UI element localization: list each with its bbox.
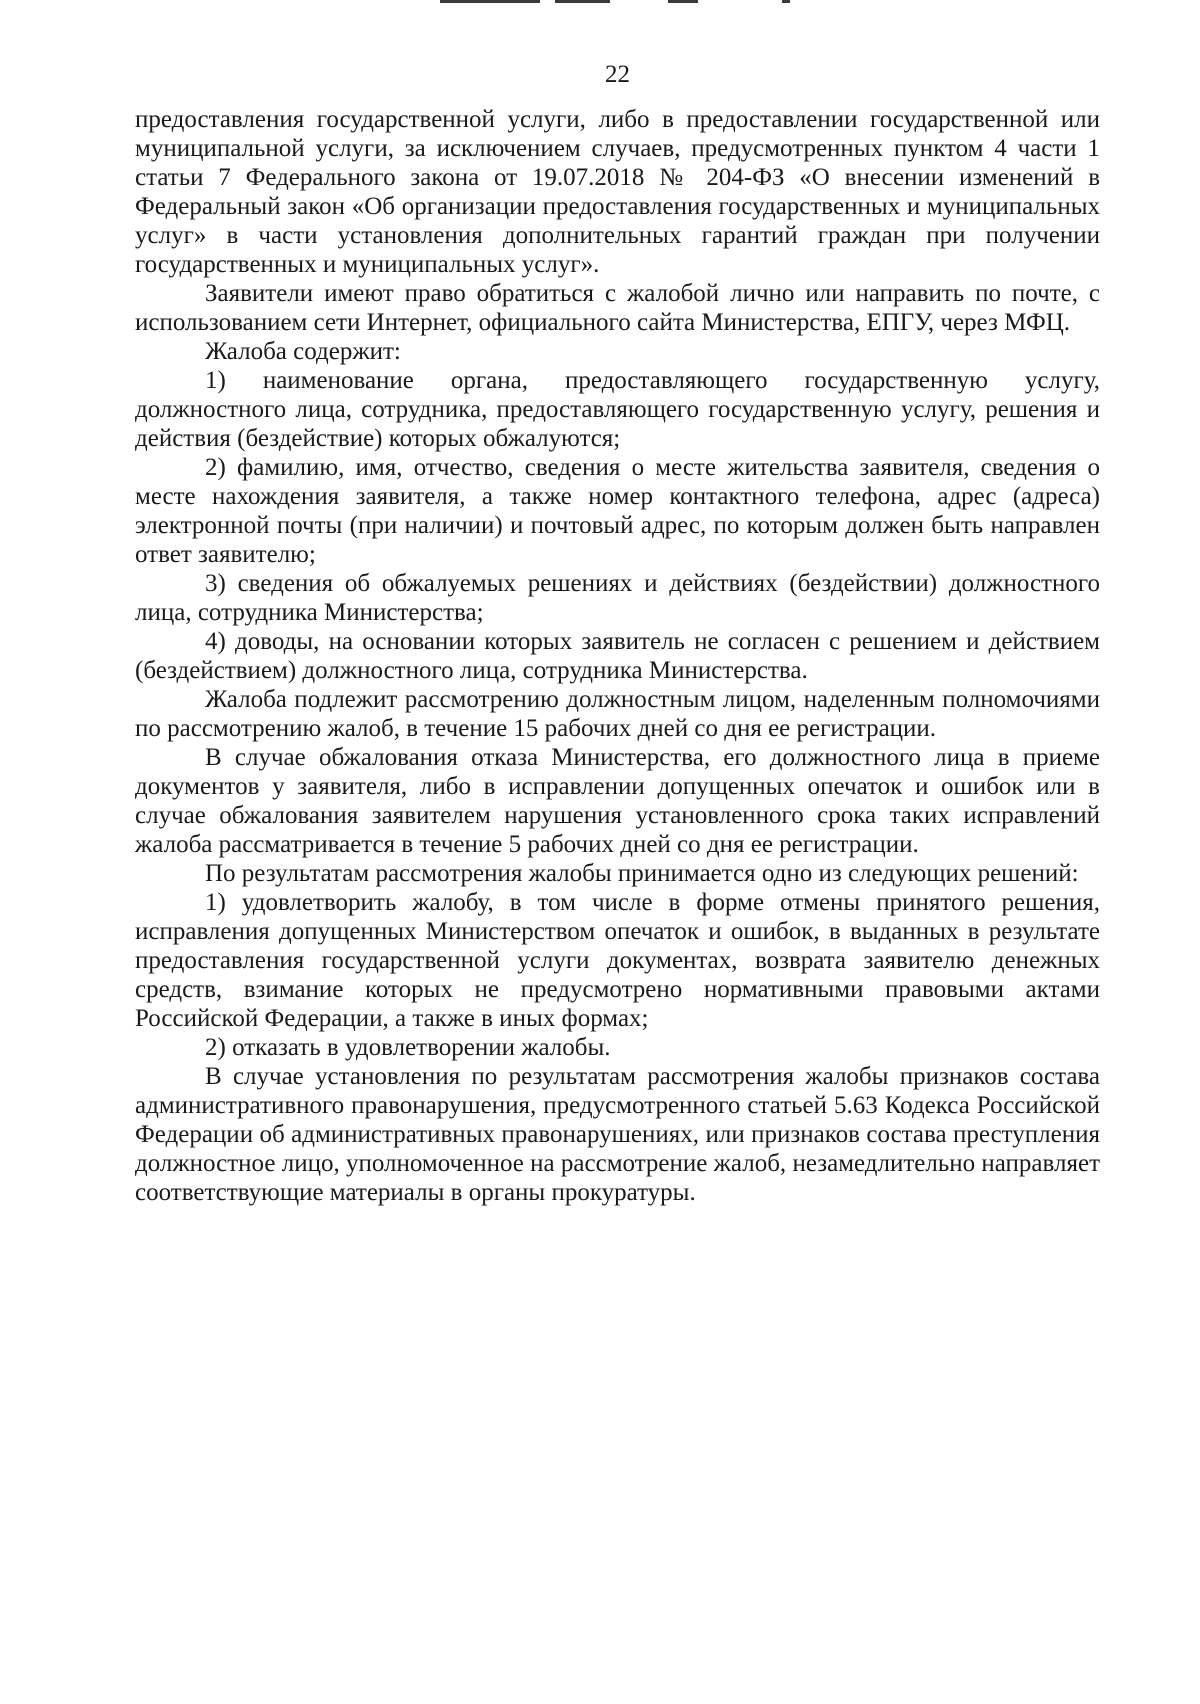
list-item-1: 1) наименование органа, предоставляющего государственную услугу, должностного лица, сотрудника, предоставляющего государственную услугу, решения и действия (бездействие) которых обжалуются; (135, 367, 1100, 452)
paragraph-review-term: Жалоба подлежит рассмотрению должностным лицом, наделенным полномочиями по рассмотрению жалоб, в течение 15 рабочих дней со дня ее регистрации. (135, 686, 1100, 742)
paragraph-prosecution: В случае установления по результатам рассмотрения жалобы признаков состава административного правонарушения, предусмотренного статьей 5.63 Кодекса Российской Федерации об административных правонарушениях, или признаков состава преступления должностное лицо, уполномоченное на рассмотрение жалоб, незамедлительно направляет соответствующие материалы в органы прокуратуры. (135, 1063, 1100, 1206)
paragraph-complaint-contents-intro: Жалоба содержит: (205, 338, 401, 365)
decision-item-1: 1) удовлетворить жалобу, в том числе в форме отмены принятого решения, исправления допущенных Министерством опечаток и ошибок, в выданных в результате предоставления государственной услуги документах, возврата заявителю денежных средств, взимание которых не предусмотрено нормативными правовыми актами Российской Федерации, а также в иных формах; (135, 889, 1100, 1032)
list-item-3: 3) сведения об обжалуемых решениях и действиях (бездействии) должностного лица, сотрудника Министерства; (135, 570, 1100, 626)
page-number: 22 (605, 61, 630, 88)
decision-item-2: 2) отказать в удовлетворении жалобы. (205, 1034, 611, 1061)
paragraph-decisions-intro: По результатам рассмотрения жалобы принимается одно из следующих решений: (205, 860, 1079, 887)
paragraph-refusal-review-term: В случае обжалования отказа Министерства, его должностного лица в приеме документов у заявителя, либо в исправлении допущенных опечаток и ошибок или в случае обжалования заявителем нарушения установленного срока таких исправлений жалоба рассматривается в течение 5 рабочих дней со дня ее регистрации. (135, 744, 1100, 858)
paragraph-complaint-channels: Заявители имеют право обратиться с жалобой лично или направить по почте, с использованием сети Интернет, официального сайта Министерства, ЕПГУ, через МФЦ. (135, 280, 1100, 336)
list-item-4: 4) доводы, на основании которых заявитель не согласен с решением и действием (бездействием) должностного лица, сотрудника Министерства. (135, 628, 1100, 684)
list-item-2: 2) фамилию, имя, отчество, сведения о месте жительства заявителя, сведения о месте нахождения заявителя, а также номер контактного телефона, адрес (адреса) электронной почты (при наличии) и почтовый адрес, по которым должен быть направлен ответ заявителю; (135, 454, 1100, 568)
paragraph-continuation: предоставления государственной услуги, либо в предоставлении государственной или муниципальной услуги, за исключением случаев, предусмотренных пунктом 4 части 1 статьи 7 Федерального закона от 19.07.2018 № 204-ФЗ «О внесении изменений в Федеральный закон «Об организации предоставления государственных и муниципальных услуг» в части установления дополнительных гарантий граждан при получении государственных и муниципальных услуг». (135, 106, 1100, 278)
